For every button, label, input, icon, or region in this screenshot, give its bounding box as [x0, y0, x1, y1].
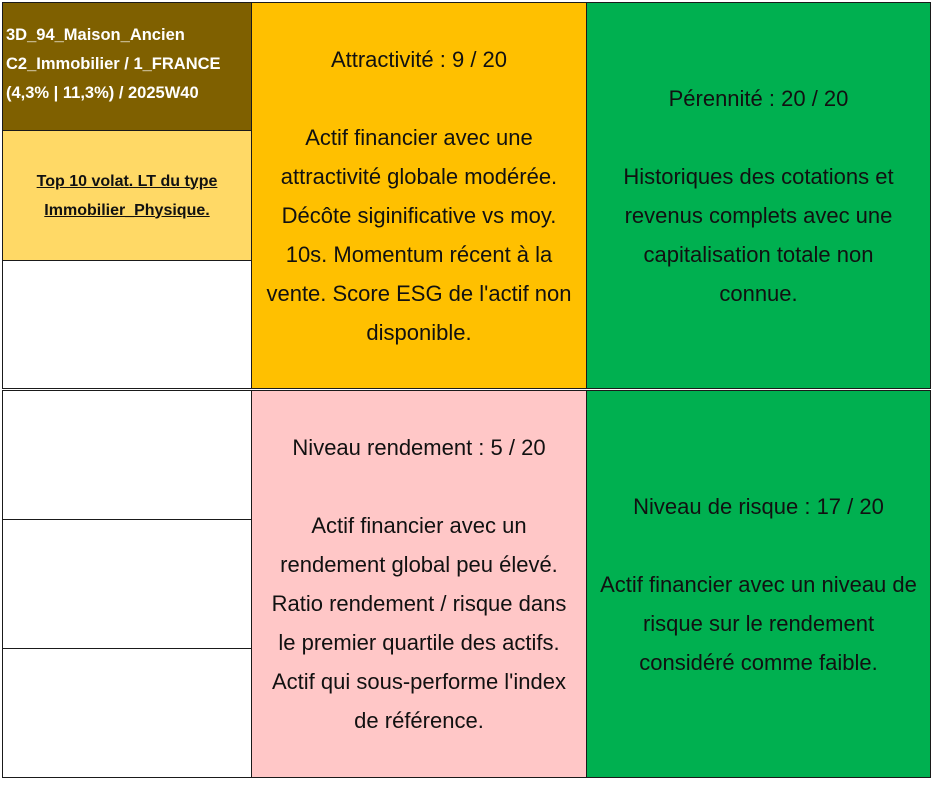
volatility-note	[2, 130, 252, 261]
blank-cell	[2, 519, 252, 649]
risque-title: Niveau de risque : 17 / 20	[633, 493, 884, 519]
perennite-title: Pérennité : 20 / 20	[668, 85, 849, 111]
blank-cell	[2, 260, 252, 389]
asset-name: 3D_94_Maison_Ancien	[6, 26, 185, 44]
risque-body: Actif financier avec un niveau de risque sur le rendement considéré comme faible.	[600, 571, 917, 675]
note-line-1: Top 10 volat. LT du type	[36, 172, 218, 190]
asset-stats: (4,3% | 11,3%) / 2025W40	[6, 84, 199, 102]
blank-cell	[2, 390, 252, 520]
perennite-panel	[586, 2, 931, 389]
rendement-title: Niveau rendement : 5 / 20	[292, 435, 546, 460]
attractivite-title: Attractivité : 9 / 20	[330, 46, 508, 72]
asset-category: C2_Immobilier / 1_FRANCE	[6, 55, 221, 73]
perennite-body: Historiques des cotations et revenus complets avec une capitalisation totale non connue.	[623, 163, 894, 306]
blank-cell	[2, 648, 252, 778]
risque-panel	[586, 390, 931, 778]
attractivite-body: Actif financier avec une attractivité globale modérée. Décôte siginificative vs moy. 10s. Momentum récent à la vente. Score ESG de l'actif non disponible.	[266, 124, 572, 345]
note-line-2: Immobilier_Physique.	[44, 201, 210, 219]
rendement-panel	[251, 390, 587, 778]
attractivite-panel	[251, 2, 587, 389]
rendement-body: Actif financier avec un rendement global peu élevé. Ratio rendement / risque dans le premier quartile des actifs. Actif qui sous-performe l'index de référence.	[271, 513, 567, 733]
asset-header	[2, 2, 252, 131]
